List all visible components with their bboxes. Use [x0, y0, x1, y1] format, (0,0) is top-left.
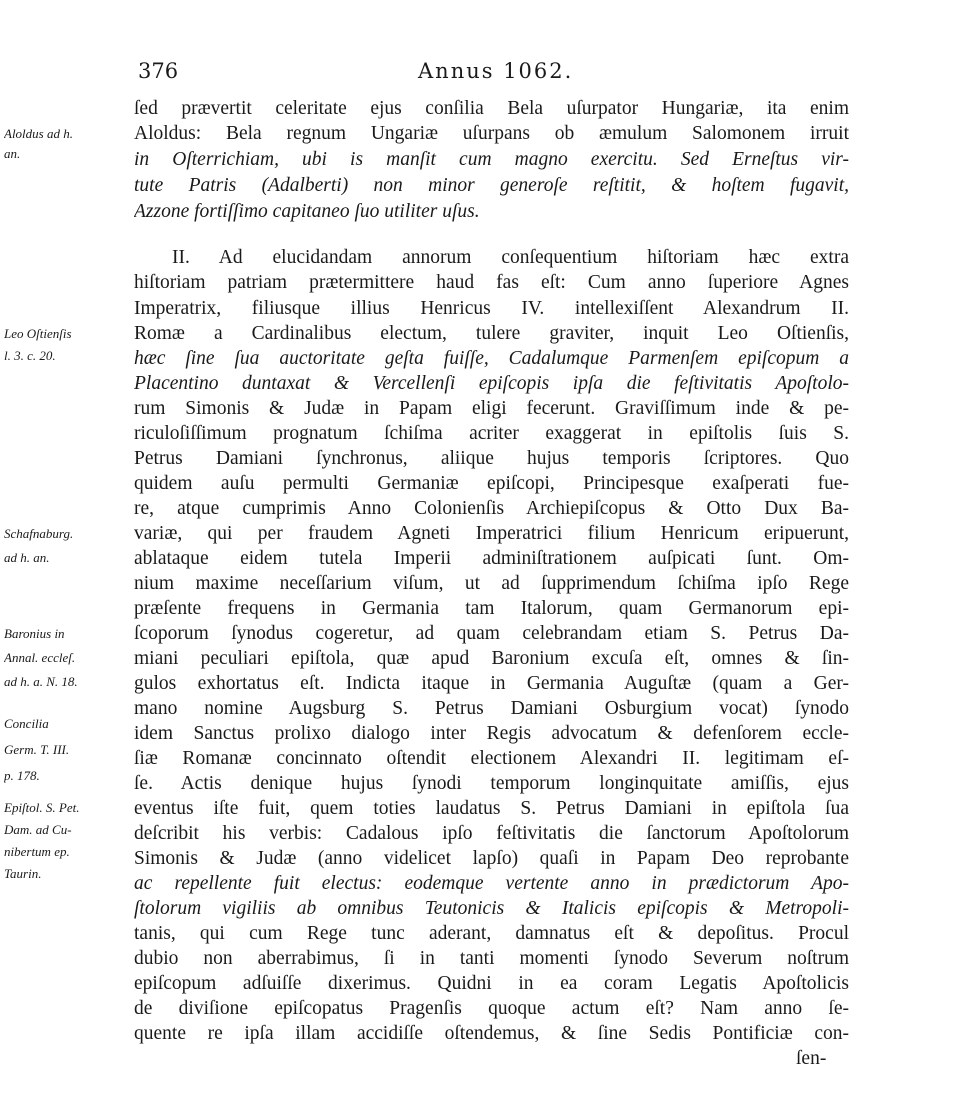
text-line: dubio non aberrabimus, ſi in tanti momenti ſynodo Severum noſtrum	[134, 948, 849, 969]
text-line: hiſtoriam patriam prætermittere haud fas eſt: Cum anno ſuperiore Agnes	[134, 272, 849, 293]
text-line: hæc ſine ſua auctoritate geſta fuiſſe, Cadalumque Parmenſem epiſcopum a	[134, 348, 849, 369]
text-line: riculoſiſſimum prognatum ſchiſma acriter exaggerat in epiſtolis ſuis S.	[134, 423, 849, 444]
text-line: præſente frequens in Germania tam Italorum, quam Germanorum epi-	[134, 598, 849, 619]
margin-note: ad h. a. N. 18.	[4, 674, 78, 689]
text-line: variæ, qui per fraudem Agneti Imperatrici filium Henricum eripuerunt,	[134, 523, 849, 544]
text-line: Petrus Damiani ſynchronus, aliique hujus temporis ſcriptores. Quo	[134, 448, 849, 469]
text-line: gulos exhortatus eſt. Indicta itaque in Germania Auguſtæ (quam a Ger-	[134, 673, 849, 694]
text-line: ſe. Actis denique hujus ſynodi temporum longinquitate amiſſis, ejus	[134, 773, 849, 794]
text-line: ſiæ Romanæ concinnato oſtendit electionem Alexandri II. legitimam eſ-	[134, 748, 849, 769]
margin-note: Baronius in	[4, 626, 65, 641]
margin-note: an.	[4, 146, 21, 161]
text-line: Azzone fortiſſimo capitaneo ſuo utiliter uſus.	[134, 201, 480, 222]
margin-note: Schafnaburg.	[4, 526, 74, 541]
text-line: ablataque eidem tutela Imperii adminiſtrationem auſpicati ſunt. Om-	[134, 548, 849, 569]
text-line: Aloldus: Bela regnum Ungariæ uſurpans ob æmulum Salomonem irruit	[134, 123, 849, 144]
running-title: Annus 1062.	[418, 59, 574, 83]
margin-note: l. 3. c. 20.	[4, 348, 56, 363]
text-line: ſtolorum vigiliis ab omnibus Teutonicis & Italicis epiſcopis & Metropoli-	[134, 898, 849, 919]
text-line: mano nomine Augsburg S. Petrus Damiani Osburgium vocat) ſynodo	[134, 698, 849, 719]
margin-note: p. 178.	[4, 768, 40, 783]
text-line: miani peculiari epiſtola, quæ apud Baronium excuſa eſt, omnes & ſin-	[134, 648, 849, 669]
text-line: Imperatrix, filiusque illius Henricus IV. intellexiſſent Alexandrum II.	[134, 298, 849, 319]
text-line: rum Simonis & Judæ in Papam eligi fecerunt. Graviſſimum inde & pe-	[134, 398, 849, 419]
text-line: quente re ipſa illam accidiſſe oſtendemus, & ſine Sedis Pontificiæ con-	[134, 1023, 849, 1044]
margin-note: Aloldus ad h.	[4, 126, 73, 141]
text-line: tanis, qui cum Rege tunc aderant, damnatus eſt & depoſitus. Procul	[134, 923, 849, 944]
page-number: 376	[138, 59, 179, 83]
text-line: ſcoporum ſynodus cogeretur, ad quam celebrandam etiam S. Petrus Da-	[134, 623, 849, 644]
text-line: eventus iſte fuit, quem toties laudatus S. Petrus Damiani in epiſtola ſua	[134, 798, 849, 819]
margin-note: Dam. ad Cu-	[4, 822, 72, 837]
text-line: de diviſione epiſcopatus Pragenſis quoque actum eſt? Nam anno ſe-	[134, 998, 849, 1019]
margin-note: Leo Oſtienſis	[4, 326, 72, 341]
margin-note: Taurin.	[4, 866, 42, 881]
margin-note: ad h. an.	[4, 550, 50, 565]
catchword: ſen-	[796, 1048, 827, 1069]
margin-note: nibertum ep.	[4, 844, 70, 859]
text-line: deſcribit his verbis: Cadalous ipſo feſtivitatis die ſanctorum Apoſtolorum	[134, 823, 849, 844]
text-line: re, atque cumprimis Anno Colonienſis Archiepiſcopus & Otto Dux Ba-	[134, 498, 849, 519]
text-line: nium maxime neceſſarium viſum, ut ad ſupprimendum ſchiſma ipſo Rege	[134, 573, 849, 594]
text-line: Romæ a Cardinalibus electum, tulere graviter, inquit Leo Oſtienſis,	[134, 323, 849, 344]
margin-note: Germ. T. III.	[4, 742, 70, 757]
text-line: II. Ad elucidandam annorum conſequentium hiſtoriam hæc extra	[172, 247, 849, 268]
text-line: ac repellente fuit electus: eodemque vertente anno in prædictorum Apo-	[134, 873, 849, 894]
text-line: Simonis & Judæ (anno videlicet lapſo) quaſi in Papam Deo reprobante	[134, 848, 849, 869]
text-line: in Oſterrichiam, ubi is manſit cum magno exercitu. Sed Erneſtus vir-	[134, 149, 849, 170]
text-line: tute Patris (Adalberti) non minor generoſe reſtitit, & hoſtem fugavit,	[134, 175, 849, 196]
text-line: ſed prævertit celeritate ejus conſilia Bela uſurpator Hungariæ, ita enim	[134, 98, 849, 119]
margin-note: Annal. eccleſ.	[4, 650, 76, 665]
text-line: epiſcopum adſuiſſe dixerimus. Quidni in ea coram Legatis Apoſtolicis	[134, 973, 849, 994]
text-line: idem Sanctus prolixo dialogo inter Regis advocatum & defenſorem eccle-	[134, 723, 849, 744]
text-line: Placentino duntaxat & Vercellenſi epiſcopis ipſa die feſtivitatis Apoſtolo-	[134, 373, 849, 394]
text-line: quidem auſu permulti Germaniæ epiſcopi, Principesque exaſperati fue-	[134, 473, 849, 494]
margin-note: Epiſtol. S. Pet.	[4, 800, 80, 815]
margin-note: Concilia	[4, 716, 49, 731]
